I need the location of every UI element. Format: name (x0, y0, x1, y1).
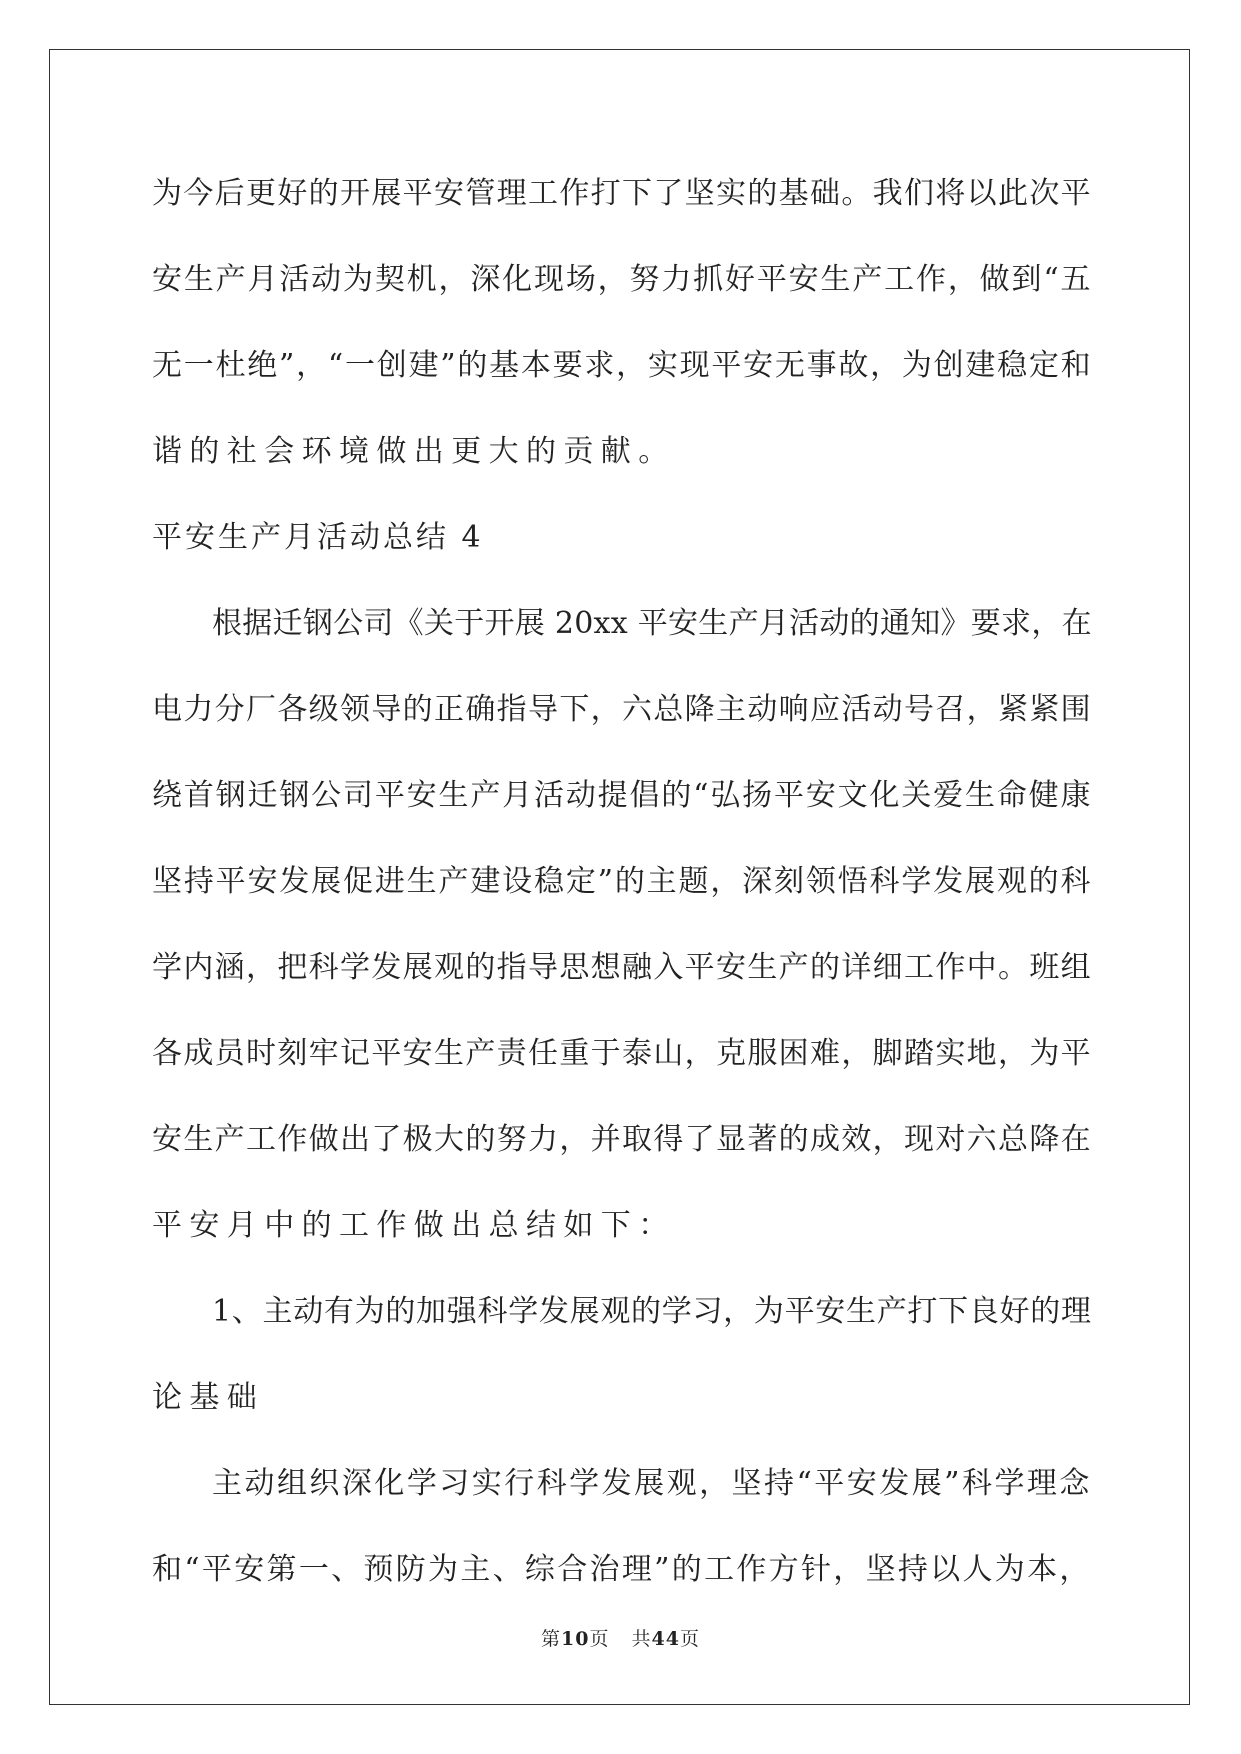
text-line: 坚持平安发展促进生产建设稳定”的主题，深刻领悟科学发展观的科 (152, 864, 1093, 899)
footer-page-suffix: 页 (589, 1628, 610, 1650)
text-line: 主动组织深化学习实行科学发展观，坚持“平安发展”科学理念 (212, 1466, 1092, 1501)
text-line: 电力分厂各级领导的正确指导下，六总降主动响应活动号召，紧紧围 (152, 692, 1092, 727)
section-heading: 平安生产月活动总结 4 (152, 520, 484, 555)
footer-page-prefix: 第 (541, 1628, 562, 1650)
text-line: 各成员时刻牢记平安生产责任重于泰山，克服困难，脚踏实地，为平 (152, 1036, 1092, 1071)
text-line: 安生产工作做出了极大的努力，并取得了显著的成效，现对六总降在 (152, 1122, 1092, 1157)
footer-total-pages: 44 (651, 1628, 680, 1650)
footer-total-prefix: 共 (631, 1628, 652, 1650)
footer-total-suffix: 页 (679, 1628, 700, 1650)
text-line: 绕首钢迁钢公司平安生产月活动提倡的“弘扬平安文化关爱生命健康 (152, 778, 1093, 813)
text-line: 谐的社会环境做出更大的贡献。 (152, 434, 676, 469)
text-line: 学内涵，把科学发展观的指导思想融入平安生产的详细工作中。班组 (152, 950, 1092, 985)
text-line: 无一杜绝”，“一创建”的基本要求，实现平安无事故，为创建稳定和 (152, 348, 1093, 383)
text-line: 为今后更好的开展平安管理工作打下了坚实的基础。我们将以此次平 (152, 176, 1092, 211)
text-line: 和“平安第一、预防为主、综合治理”的工作方针，坚持以人为本， (152, 1552, 1092, 1587)
text-line: 论基础 (152, 1380, 265, 1415)
text-line: 平安月中的工作做出总结如下： (152, 1208, 676, 1243)
page-footer (0, 1624, 1241, 1651)
text-line: 根据迁钢公司《关于开展 20xx 平安生产月活动的通知》要求，在 (212, 606, 1092, 641)
text-line: 安生产月活动为契机，深化现场，努力抓好平安生产工作，做到“五 (152, 262, 1093, 297)
document-body (152, 151, 1092, 1613)
text-line: 1、主动有为的加强科学发展观的学习，为平安生产打下良好的理 (212, 1294, 1092, 1329)
footer-page-number: 10 (561, 1628, 590, 1650)
